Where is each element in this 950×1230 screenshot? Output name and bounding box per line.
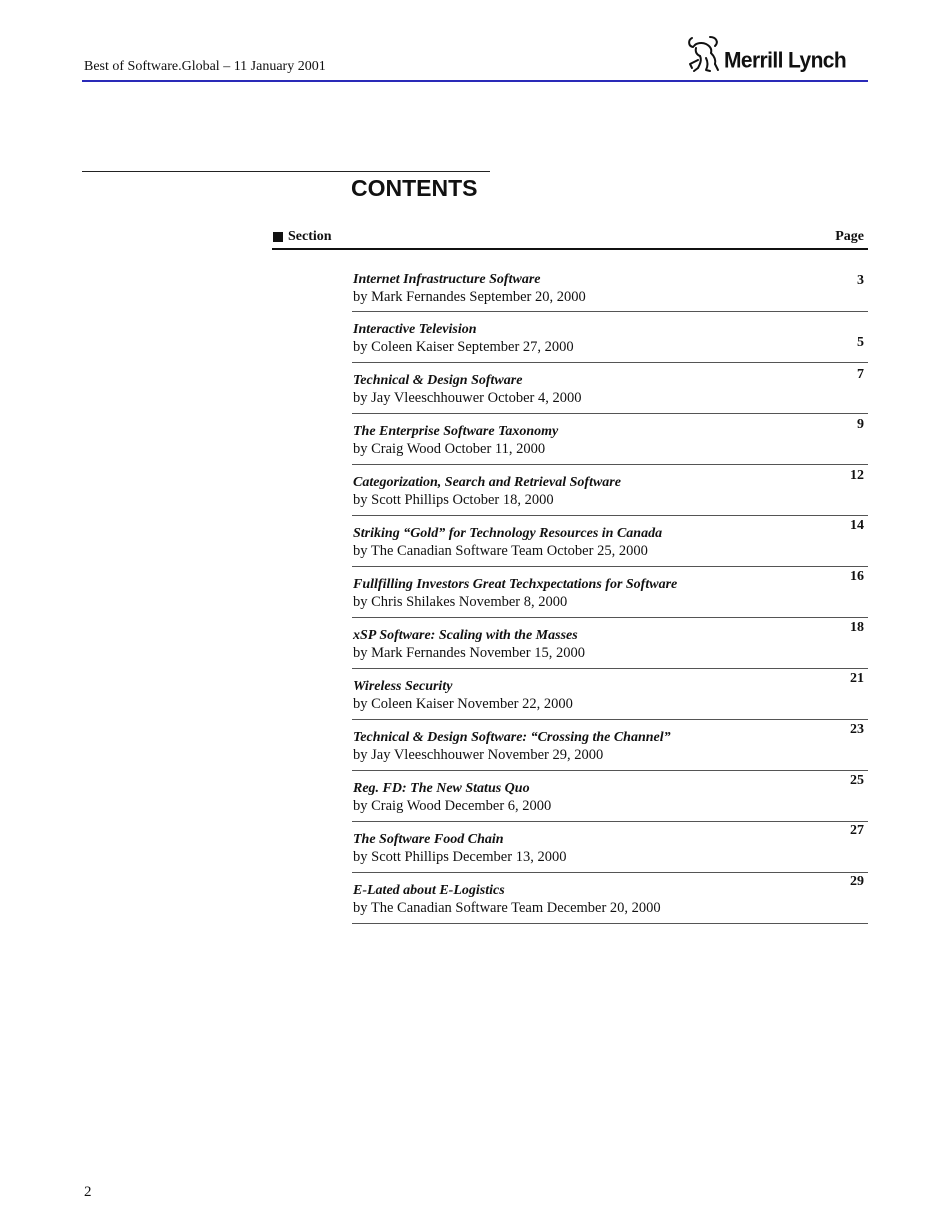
header-rule [82,80,868,82]
toc-entry [352,618,868,669]
toc-entry [352,363,868,414]
section-column-header [273,229,332,245]
toc-entry [352,414,868,465]
toc-entry-title: E-Lated about E-Logistics [353,883,505,898]
toc-entry-page-number: 18 [850,620,864,635]
toc-entry-title: Technical & Design Software: “Crossing the Channel” [353,730,671,745]
column-header-rule [272,248,868,250]
page-title: CONTENTS [351,175,478,201]
toc-entry-page-number: 16 [850,569,864,584]
toc-entry-page-number: 3 [857,273,864,288]
toc-entry-page-number: 5 [857,335,864,350]
toc-entry [352,822,868,873]
toc-entry-page-number: 23 [850,722,864,737]
toc-entry-byline: by Craig Wood October 11, 2000 [353,441,546,457]
toc-entry-byline: by Mark Fernandes November 15, 2000 [353,645,585,661]
toc-entry-title: Categorization, Search and Retrieval Software [353,475,621,490]
toc-entry [352,516,868,567]
toc-entry-byline: by Jay Vleeschhouwer November 29, 2000 [353,747,604,763]
page-column-header: Page [835,229,864,244]
toc-entry-byline: by Chris Shilakes November 8, 2000 [353,594,568,610]
toc-entry [352,567,868,618]
document-header-title: Best of Software.Global – 11 January 2001 [84,59,326,74]
merrill-lynch-logo [686,34,846,74]
toc-entry-title: Technical & Design Software [353,373,523,388]
title-rule [82,171,490,172]
toc-entry-byline: by Scott Phillips December 13, 2000 [353,849,567,865]
toc-entry [352,720,868,771]
toc-entry [352,873,868,924]
toc-entry-title: Internet Infrastructure Software [353,272,541,287]
toc-entry-page-number: 27 [850,823,864,838]
toc-entry-page-number: 12 [850,468,864,483]
bull-icon [686,34,722,74]
toc-entry-byline: by Coleen Kaiser November 22, 2000 [353,696,573,712]
toc-entry-page-number: 9 [857,417,864,432]
toc-entry-title: Wireless Security [353,679,453,694]
toc-entry [352,465,868,516]
toc-entry-title: Fullfilling Investors Great Techxpectations for Software [353,577,678,592]
toc-entry-title: Reg. FD: The New Status Quo [353,781,530,796]
toc-entry-page-number: 7 [857,367,864,382]
toc-entry-title: Interactive Television [353,322,477,337]
toc-entry-page-number: 14 [850,518,864,533]
section-column-label: Section [288,229,332,244]
toc-entry-byline: by The Canadian Software Team October 25, 2000 [353,543,648,559]
toc-entry-rule [352,923,868,924]
toc-entry-title: The Software Food Chain [353,832,504,847]
table-of-contents [352,262,868,924]
toc-entry [352,669,868,720]
logo-wordmark: Merrill Lynch [724,48,847,73]
toc-entry-title: xSP Software: Scaling with the Masses [353,628,578,643]
toc-entry-page-number: 21 [850,671,864,686]
toc-entry-byline: by Coleen Kaiser September 27, 2000 [353,339,574,355]
toc-entry-byline: by The Canadian Software Team December 20, 2000 [353,900,661,916]
toc-entry-byline: by Jay Vleeschhouwer October 4, 2000 [353,390,582,406]
page-number: 2 [84,1184,92,1200]
toc-entry [352,262,868,312]
toc-entry-byline: by Mark Fernandes September 20, 2000 [353,289,586,305]
toc-entry-page-number: 29 [850,874,864,889]
toc-entry [352,771,868,822]
square-bullet-icon [273,232,283,242]
toc-entry-byline: by Craig Wood December 6, 2000 [353,798,552,814]
toc-entry-title: Striking “Gold” for Technology Resources in Canada [353,526,663,541]
toc-entry [352,312,868,363]
toc-entry-byline: by Scott Phillips October 18, 2000 [353,492,554,508]
toc-entry-page-number: 25 [850,773,864,788]
toc-entry-title: The Enterprise Software Taxonomy [353,424,559,439]
